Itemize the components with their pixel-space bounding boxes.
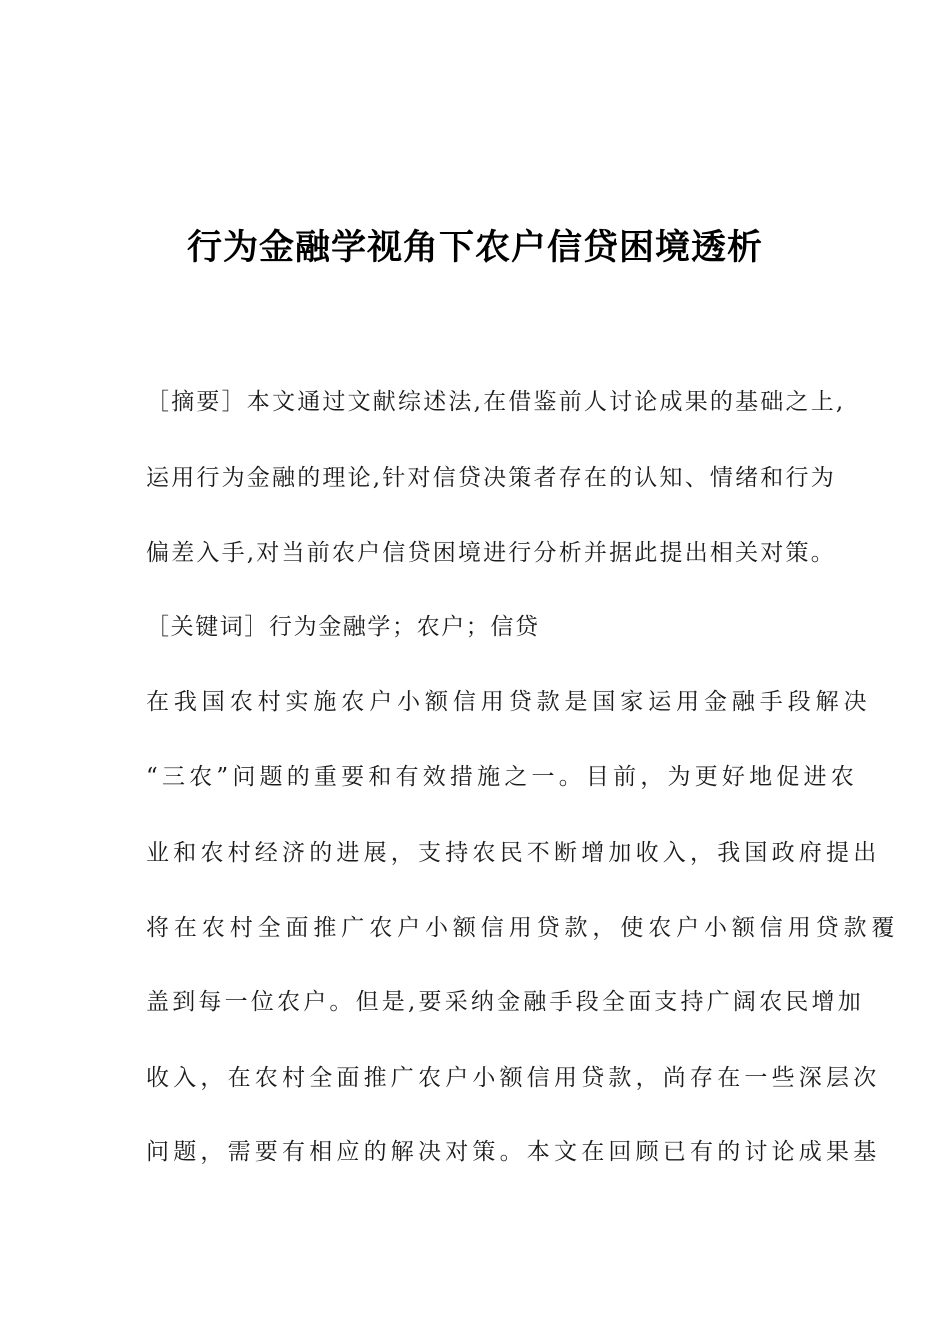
body-line-1: 在我国农村实施农户小额信用贷款是国家运用金融手段解决 — [146, 689, 872, 715]
abstract-line-3: 偏差入手,对当前农户信贷困境进行分析并据此提出相关对策。 — [146, 540, 836, 566]
body-line-6: 收入，在农村全面推广农户小额信用贷款，尚存在一些深层次 — [146, 1065, 881, 1091]
keywords-line: ［关键词］行为金融学；农户；信贷 — [146, 614, 540, 640]
body-line-4: 将在农村全面推广农户小额信用贷款，使农户小额信用贷款覆 — [146, 915, 900, 941]
abstract-line-1: ［摘要］本文通过文献综述法,在借鉴前人讨论成果的基础之上, — [146, 389, 846, 415]
body-line-5: 盖到每一位农户。但是,要采纳金融手段全面支持广阔农民增加 — [146, 989, 864, 1015]
abstract-line-2: 运用行为金融的理论,针对信贷决策者存在的认知、情绪和行为 — [146, 465, 836, 491]
document-title: 行为金融学视角下农户信贷困境透析 — [186, 228, 763, 268]
body-line-3: 业和农村经济的进展，支持农民不断增加收入，我国政府提出 — [146, 840, 881, 866]
body-line-7: 问题，需要有相应的解决对策。本文在回顾已有的讨论成果基 — [146, 1139, 881, 1165]
body-line-2: “三农”问题的重要和有效措施之一。目前，为更好地促进农 — [146, 764, 858, 790]
